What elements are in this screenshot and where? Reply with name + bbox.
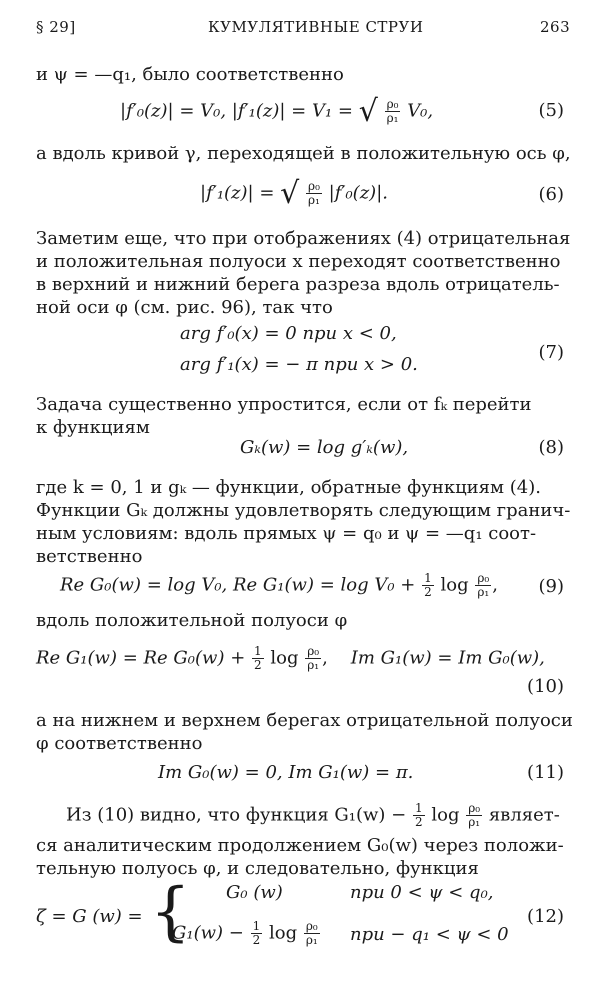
- text-line: в верхний и нижний берега разреза вдоль отрицатель-: [36, 274, 560, 295]
- half-fraction: [252, 645, 264, 672]
- equation-11: Im G₀(w) = 0, Im G₁(w) = π.: [158, 762, 414, 783]
- text-line: ной оси φ (см. рис. 96), так что: [36, 297, 333, 318]
- text-line: и ψ = —q₁, было соответственно: [36, 64, 344, 85]
- rho-fraction: [466, 802, 482, 829]
- equation-6: [200, 176, 388, 211]
- frac-num: ρ₀: [477, 571, 490, 585]
- frac-den: ρ₁: [468, 815, 481, 829]
- eq12-row1-cond: при 0 < ψ < q₀,: [350, 882, 494, 903]
- frac-den: 2: [254, 658, 262, 672]
- log-word: log: [270, 647, 299, 669]
- frac-num: ρ₀: [307, 644, 320, 658]
- text-line: тельную полуось φ, и следовательно, функция: [36, 858, 479, 879]
- frac-num: ρ₀: [386, 97, 399, 111]
- eq5-left: |f′₀(z)| = V₀, |f′₁(z)| = V₁ =: [120, 100, 353, 122]
- eq12-row2-expr: [172, 920, 321, 947]
- frac-den: ρ₁: [307, 658, 320, 672]
- equation-number-11: (11): [527, 762, 564, 783]
- p5-end: являет-: [488, 804, 560, 826]
- text-line: Заметим еще, что при отображениях (4) отрицательная: [36, 228, 571, 249]
- text-line: Задача существенно упростится, если от fₖ перейти: [36, 394, 532, 415]
- frac-den: 2: [424, 585, 432, 599]
- frac-den: 2: [252, 933, 261, 947]
- running-title: КУМУЛЯТИВНЫЕ СТРУИ: [208, 18, 424, 36]
- frac-den: ρ₁: [305, 933, 318, 947]
- eq12-row2-cond: при − q₁ < ψ < 0: [350, 924, 509, 945]
- text-line: где k = 0, 1 и gₖ — функции, обратные функциям (4).: [36, 477, 541, 498]
- equation-12-left: ζ = G (w) =: [36, 906, 143, 927]
- equation-number-8: (8): [538, 437, 564, 458]
- page-number: 263: [540, 18, 571, 36]
- frac-den: ρ₁: [386, 111, 399, 125]
- rho-fraction: [475, 572, 491, 599]
- equation-number-10: (10): [527, 676, 564, 697]
- equation-9: Re G₀(w) = log V₀, Re G₁(w) = log V₀ + $\frac{1}{2}$ log $\frac{\text{ρ₀}}{\text{ρ₁}}$ ,: [60, 571, 498, 599]
- equation-8: Gₖ(w) = log g′ₖ(w),: [240, 437, 409, 458]
- frac-num: 1: [414, 801, 423, 815]
- eq6-right: |f′₀(z)|.: [328, 182, 388, 204]
- left-brace: {: [150, 875, 191, 949]
- fraction: [306, 180, 322, 207]
- eq10-left: Re G₁(w) = Re G₀(w) +: [36, 647, 246, 669]
- eq6-left: |f′₁(z)| =: [200, 182, 275, 204]
- text-line: к функциям: [36, 417, 150, 438]
- text-line: ным условиям: вдоль прямых ψ = q₀ и ψ = —q₁ соот-: [36, 523, 537, 544]
- equation-7b: arg f′₁(x) = − π при x > 0.: [180, 354, 418, 375]
- equation-5: [120, 94, 433, 129]
- section-label: § 29]: [36, 18, 76, 36]
- rho-fraction: [304, 920, 320, 947]
- text-line: а вдоль кривой γ, переходящей в положительную ось φ,: [36, 143, 571, 164]
- sqrt-symbol: √: [358, 94, 378, 129]
- log-word: log: [268, 922, 298, 944]
- equation-number-5: (5): [538, 100, 564, 121]
- frac-num: ρ₀: [468, 801, 481, 815]
- frac-den: ρ₁: [308, 193, 320, 207]
- text-line: [66, 802, 596, 829]
- eq12-row2-left: G₁(w) −: [172, 922, 244, 944]
- half-fraction: [413, 802, 425, 829]
- eq12-row1-expr: G₀ (w): [226, 882, 283, 903]
- text-line: Функции Gₖ должны удовлетворять следующим гранич-: [36, 500, 571, 521]
- text-line: ся аналитическим продолжением G₀(w) через положи-: [36, 835, 564, 856]
- sqrt-symbol: √: [280, 176, 300, 211]
- equation-number-9: (9): [538, 576, 564, 597]
- equation-number-12: (12): [527, 906, 564, 927]
- frac-den: ρ₁: [477, 585, 490, 599]
- text-line: φ соответственно: [36, 733, 203, 754]
- equation-7a: arg f′₀(x) = 0 при x < 0,: [180, 323, 397, 344]
- log-word: log: [431, 804, 460, 826]
- frac-num: ρ₀: [308, 179, 320, 193]
- frac-den: 2: [414, 815, 423, 829]
- eq5-tail: V₀,: [407, 100, 434, 122]
- half-fraction: [422, 572, 434, 599]
- equation-number-6: (6): [538, 184, 564, 205]
- rho-fraction: [305, 645, 321, 672]
- equation-10: Re G₁(w) = Re G₀(w) + $\frac{1}{2}$ log $\frac{\text{ρ₀}}{\text{ρ₁}}$ , Im G₁(w) = Im G₀(w),: [36, 644, 545, 672]
- p5-start: Из (10) видно, что функция G₁(w) −: [66, 804, 407, 826]
- frac-num: ρ₀: [305, 919, 318, 933]
- eq10-right: Im G₁(w) = Im G₀(w),: [350, 647, 545, 669]
- text-line: вдоль положительной полуоси φ: [36, 610, 348, 631]
- equation-number-7: (7): [538, 342, 564, 363]
- text-line: ветственно: [36, 546, 143, 567]
- frac-num: 1: [252, 919, 261, 933]
- log-word: log: [440, 574, 469, 596]
- eq9-left: Re G₀(w) = log V₀, Re G₁(w) = log V₀ +: [60, 574, 416, 596]
- frac-num: 1: [424, 571, 432, 585]
- fraction: [385, 98, 401, 125]
- text-line: а на нижнем и верхнем берегах отрицательной полуоси: [36, 710, 573, 731]
- half-fraction: [251, 920, 263, 947]
- frac-num: 1: [254, 644, 262, 658]
- text-line: и положительная полуоси x переходят соответственно: [36, 251, 561, 272]
